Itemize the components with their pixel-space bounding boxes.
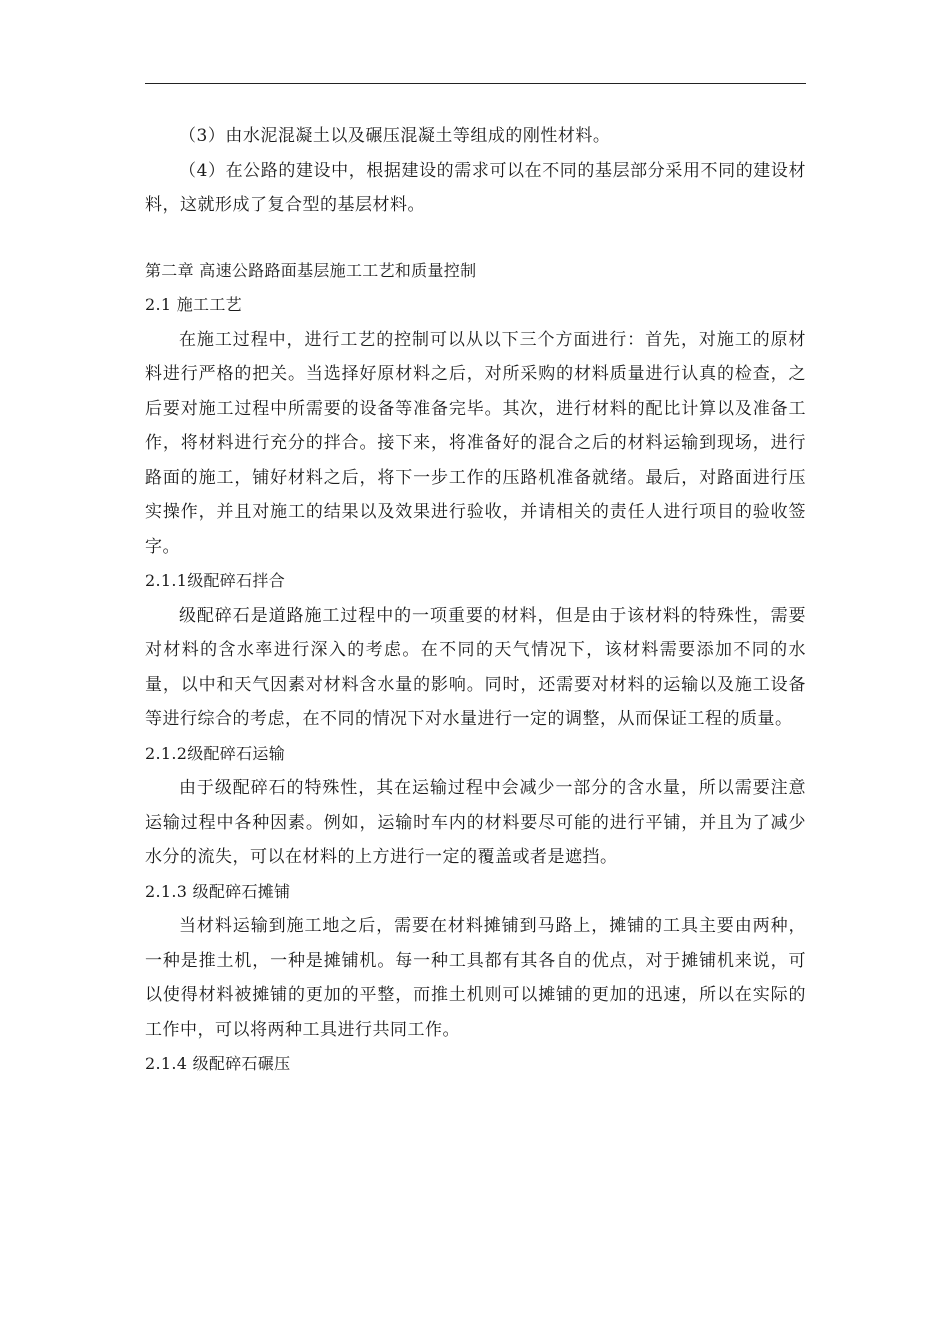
section-heading: 2.1.4 级配碎石碾压: [145, 1054, 291, 1073]
section-heading: 2.1.3 级配碎石摊铺: [145, 881, 291, 901]
header-rule: [145, 83, 806, 84]
section-heading: 2.1 施工工艺: [145, 295, 242, 314]
section-heading: 2.1.2级配碎石运输: [145, 743, 286, 763]
body-paragraph: （4）在公路的建设中，根据建设的需求可以在不同的基层部分采用不同的建设材料，这就形成了复合型的基层材料。: [145, 160, 806, 215]
body-paragraph: （3）由水泥混凝土以及碾压混凝土等组成的刚性材料。: [179, 126, 611, 146]
body-paragraph: 在施工过程中，进行工艺的控制可以从以下三个方面进行：首先，对施工的原材料进行严格的把关。当选择好原材料之后，对所采购的材料质量进行认真的检查，之后要对施工过程中所需要的设备等准备完毕。其次，进行材料的配比计算以及准备工作，将材料进行充分的拌合。接下来，将准备好的混合之后的材料运输到现场，进行路面的施工，铺好材料之后，将下一步工作的压路机准备就绪。最后，对路面进行压实操作，并且对施工的结果以及效果进行验收，并请相关的责任人进行项目的验收签字。: [145, 329, 806, 557]
section-heading: 2.1.1级配碎石拌合: [145, 571, 286, 590]
section-heading: 第二章 高速公路路面基层施工工艺和质量控制: [145, 260, 477, 280]
section-gap: [145, 223, 806, 254]
document-body: [145, 119, 806, 1082]
body-paragraph: 由于级配碎石的特殊性，其在运输过程中会减少一部分的含水量，所以需要注意运输过程中各种因素。例如，运输时车内的材料要尽可能的进行平铺，并且为了减少水分的流失，可以在材料的上方进行一定的覆盖或者是遮挡。: [145, 778, 806, 867]
body-paragraph: 当材料运输到施工地之后，需要在材料摊铺到马路上，摊铺的工具主要由两种，一种是推土机，一种是摊铺机。每一种工具都有其各自的优点，对于摊铺机来说，可以使得材料被摊铺的更加的平整，而推土机则可以摊铺的更加的迅速，所以在实际的工作中，可以将两种工具进行共同工作。: [145, 916, 806, 1040]
body-paragraph: 级配碎石是道路施工过程中的一项重要的材料，但是由于该材料的特殊性，需要对材料的含水率进行深入的考虑。在不同的天气情况下，该材料需要添加不同的水量，以中和天气因素对材料含水量的影响。同时，还需要对材料的运输以及施工设备等进行综合的考虑，在不同的情况下对水量进行一定的调整，从而保证工程的质量。: [145, 605, 806, 729]
